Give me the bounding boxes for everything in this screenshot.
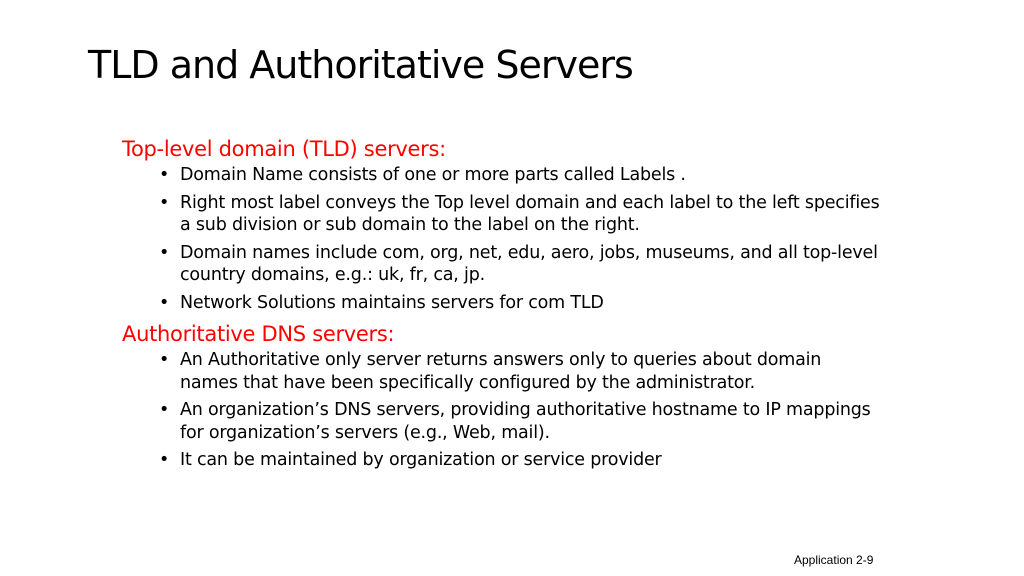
bullet-text: Network Solutions maintains servers for com TLD: [180, 292, 604, 313]
bullet-text: Domain names include com, org, net, edu, aero, jobs, museums, and all top-level country domains, e.g.: uk, fr, ca, jp.: [180, 242, 878, 285]
bullet-item: [159, 164, 882, 187]
bullet-item: [159, 349, 882, 394]
slide-body: [122, 134, 882, 477]
bullet-text: Right most label conveys the Top level domain and each label to the left specifies a sub division or sub domain to the label on the right.: [180, 192, 880, 235]
bullet-item: [159, 192, 882, 237]
bullet-icon: •: [159, 165, 170, 185]
bullet-icon: •: [159, 400, 170, 420]
bullet-item: [159, 292, 882, 315]
bullet-item: [159, 399, 882, 444]
slide-title: TLD and Authoritative Servers: [88, 43, 633, 87]
bullet-text: Domain Name consists of one or more parts called Labels .: [180, 165, 686, 185]
bullet-icon: •: [159, 242, 170, 263]
section-heading-authoritative: Authoritative DNS servers:: [122, 322, 395, 346]
bullet-icon: •: [159, 450, 170, 470]
bullet-text: It can be maintained by organization or service provider: [180, 450, 662, 470]
bullet-list-tld: [122, 164, 882, 314]
bullet-icon: •: [159, 292, 170, 313]
bullet-text: An organization’s DNS servers, providing authoritative hostname to IP mappings for organization’s servers (e.g., Web, mail).: [180, 400, 871, 443]
bullet-list-authoritative: [122, 349, 882, 472]
bullet-icon: •: [159, 350, 170, 370]
bullet-item: [159, 242, 882, 287]
slide-footer: Application 2-9: [794, 553, 874, 567]
section-heading-tld: Top-level domain (TLD) servers:: [122, 137, 446, 161]
bullet-item: [159, 449, 882, 472]
bullet-text: An Authoritative only server returns answers only to queries about domain names that have been specifically configured by the administrator.: [180, 350, 822, 393]
bullet-icon: •: [159, 192, 170, 213]
